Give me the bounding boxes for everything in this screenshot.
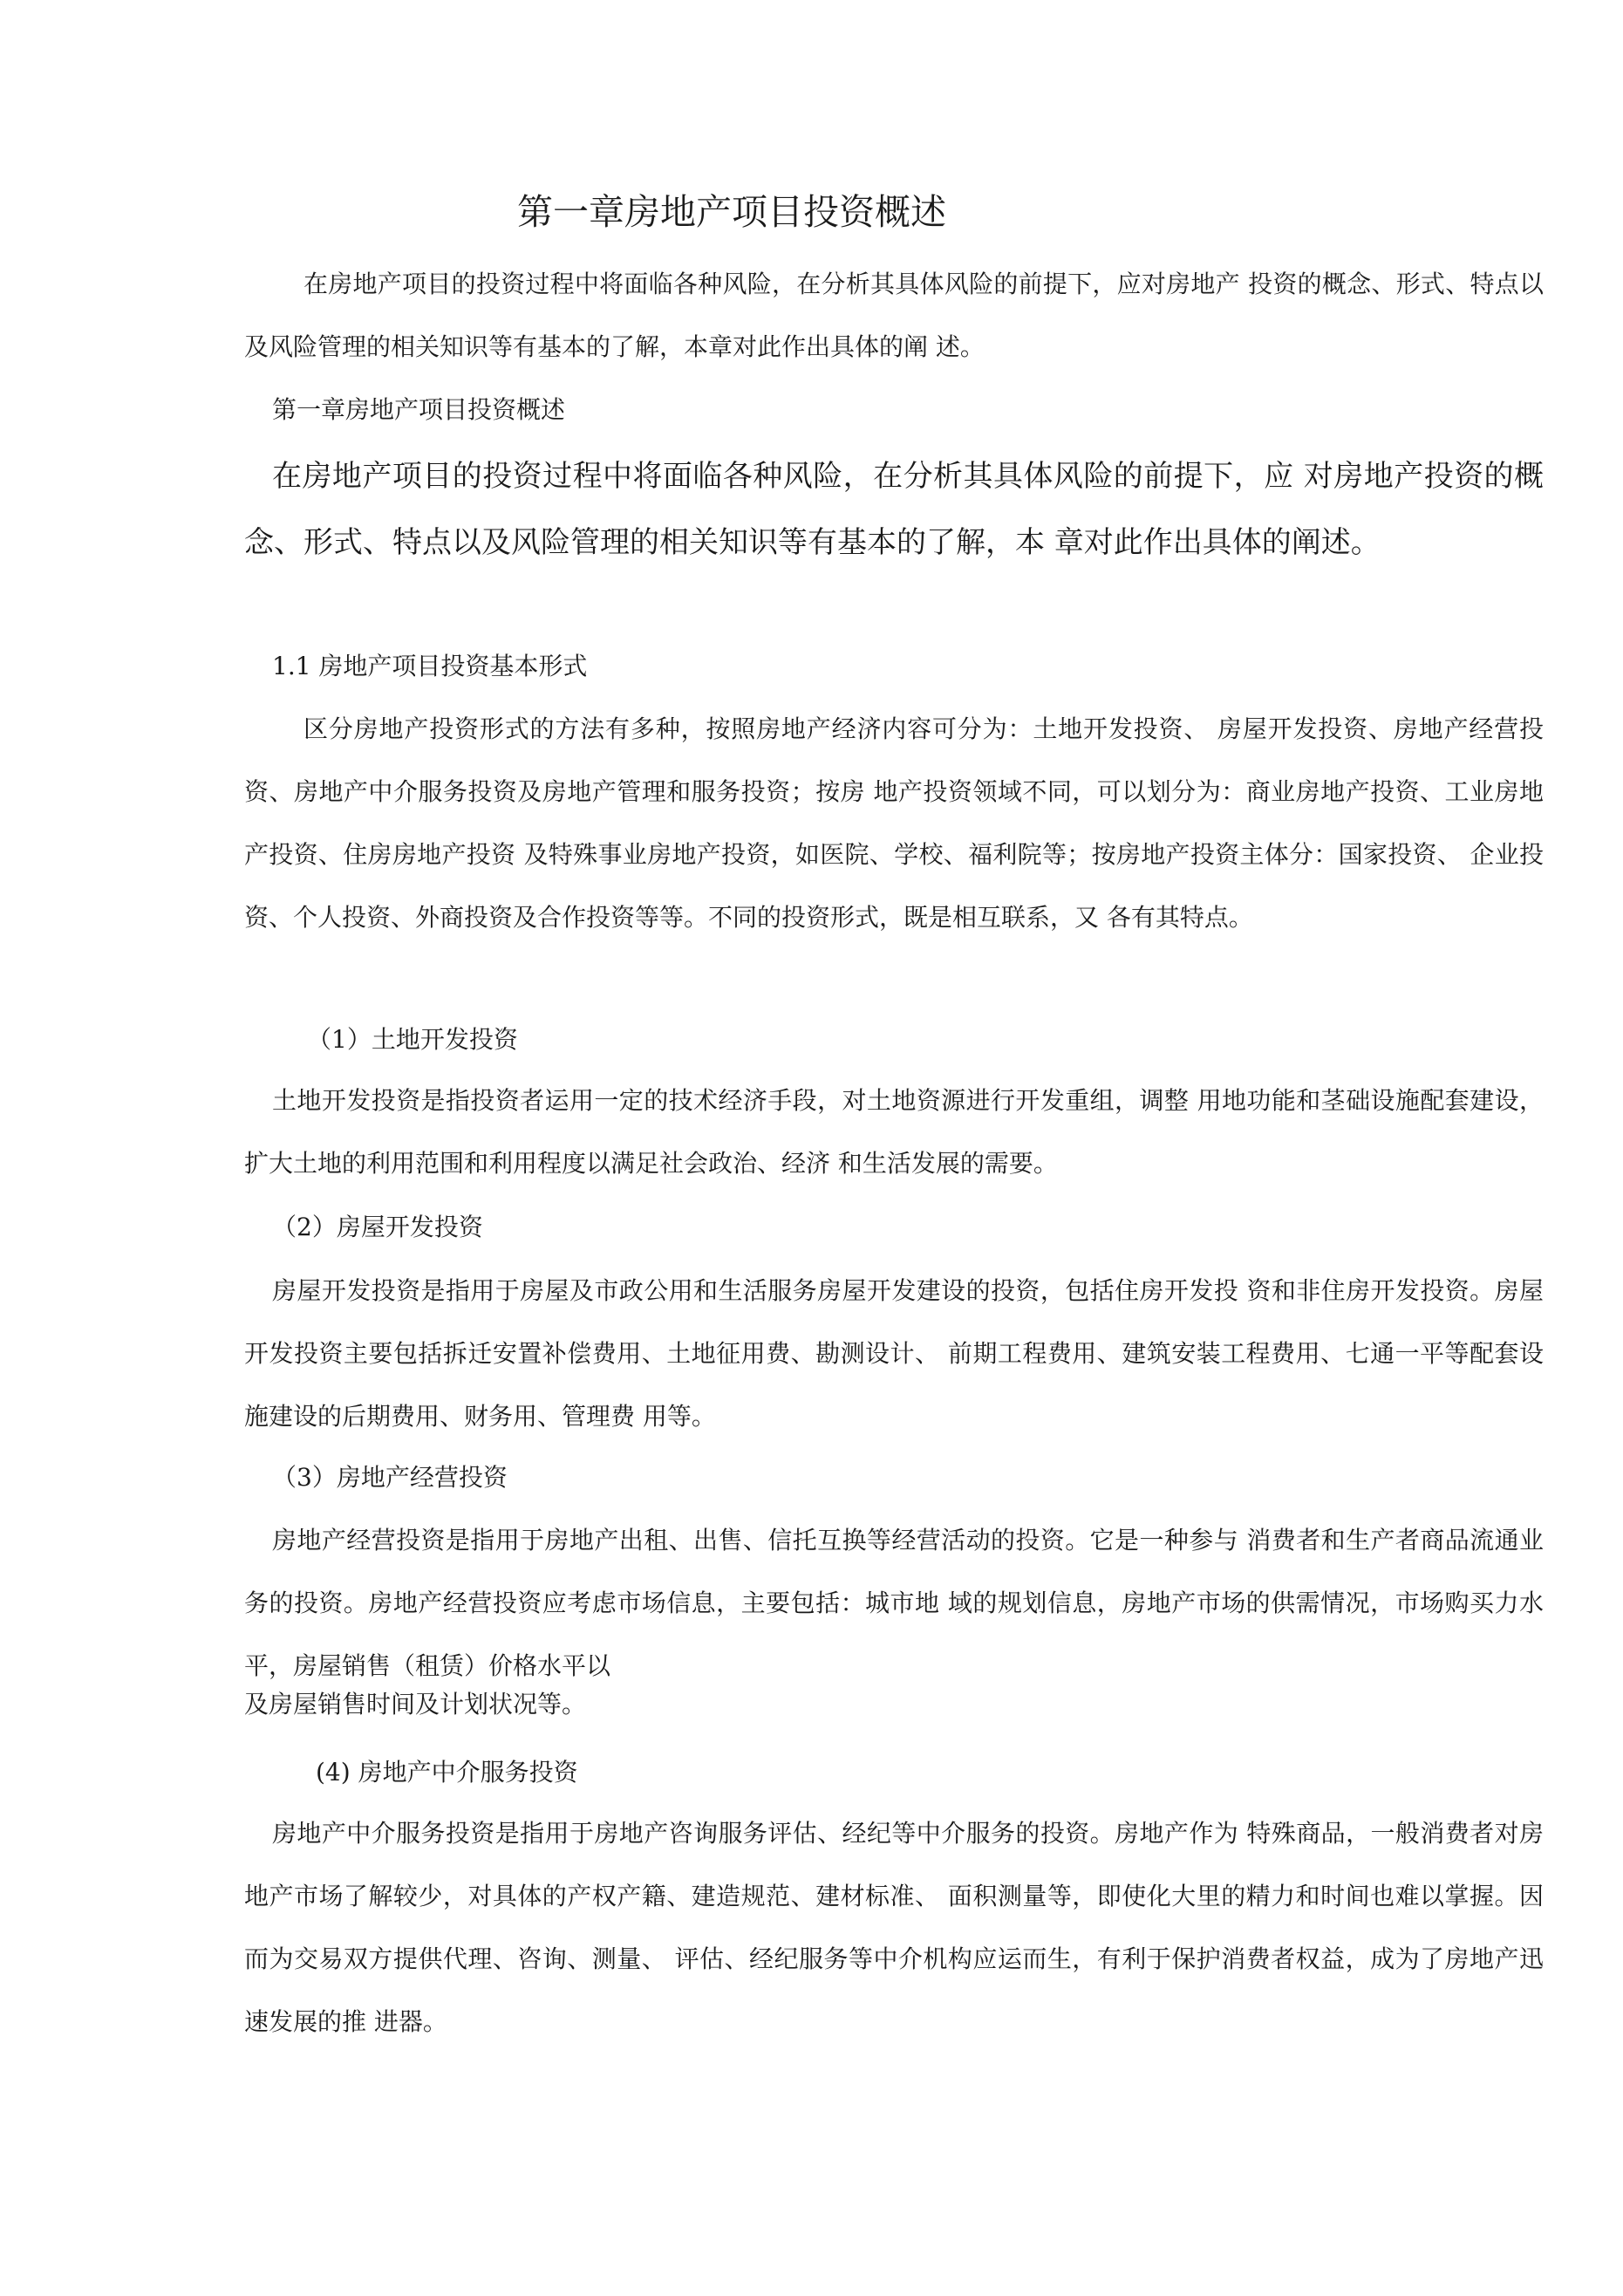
intro-paragraph-large: 在房地产项目的投资过程中将面临各种风险，在分析其具体风险的前提下，应 对房地产投资的概念、形式、特点以及风险管理的相关知识等有基本的了解，本 章对此作出具体的阐述。 — [244, 459, 1544, 560]
item-4-body: 房地产中介服务投资是指用于房地产咨询服务评估、经纪等中介服务的投资。房地产作为 特殊商品，一般消费者对房地产市场了解较少，对具体的产权产籍、建造规范、建材标准、 面积测量等，即使化大里的精力和时间也难以掌握。因而为交易双方提供代理、咨询、测量、 评估、经纪服务等中介机构应运而生，有利于保护消费者权益，成为了房地产迅速发展的推 进器。 — [244, 1819, 1544, 2036]
repeat-heading: 第一章房地产项目投资概述 — [272, 395, 566, 424]
intro-paragraph: 在房地产项目的投资过程中将面临各种风险，在分析其具体风险的前提下，应对房地产 投资的概念、形式、特点以及风险管理的相关知识等有基本的了解，本章对此作出具体的阐 述。 — [244, 270, 1544, 361]
item-2-heading: （2）房屋开发投资 — [272, 1213, 483, 1241]
item-4-heading: (4) 房地产中介服务投资 — [316, 1758, 578, 1787]
section-heading-1-1: 1.1 房地产项目投资基本形式 — [272, 652, 588, 680]
item-3-tail: 及房屋销售时间及计划状况等。 — [244, 1690, 587, 1719]
item-1-heading: （1）土地开发投资 — [307, 1025, 518, 1054]
item-2-body: 房屋开发投资是指用于房屋及市政公用和生活服务房屋开发建设的投资，包括住房开发投 资和非住房开发投资。房屋开发投资主要包括拆迁安置补偿费用、土地征用费、勘测设计、 前期工程费用、建筑安装工程费用、七通一平等配套设施建设的后期费用、财务用、管理费 用等。 — [244, 1276, 1544, 1431]
page-title: 第一章房地产项目投资概述 — [517, 191, 946, 233]
item-3-heading: （3）房地产经营投资 — [272, 1463, 508, 1492]
section-1-1-body: 区分房地产投资形式的方法有多种，按照房地产经济内容可分为：土地开发投资、 房屋开发投资、房地产经营投资、房地产中介服务投资及房地产管理和服务投资；按房 地产投资领域不同，可以划分为：商业房地产投资、工业房地产投资、住房房地产投资 及特殊事业房地产投资，如医院、学校、福利院等；按房地产投资主体分：国家投资、 企业投资、个人投资、外商投资及合作投资等等。不同的投资形式，既是相互联系，又 各有其特点。 — [244, 714, 1544, 932]
item-3-body: 房地产经营投资是指用于房地产出租、出售、信托互换等经营活动的投资。它是一种参与 消费者和生产者商品流通业务的投资。房地产经营投资应考虑市场信息，主要包括：城市地 域的规划信息，房地产市场的供需情况，市场购买力水平，房屋销售（租赁）价格水平以 — [244, 1526, 1544, 1680]
item-1-body: 土地开发投资是指投资者运用一定的技术经济手段，对土地资源进行开发重组，调整 用地功能和茎础设施配套建设，扩大土地的利用范围和利用程度以满足社会政治、经济 和生活发展的需要。 — [244, 1086, 1544, 1178]
